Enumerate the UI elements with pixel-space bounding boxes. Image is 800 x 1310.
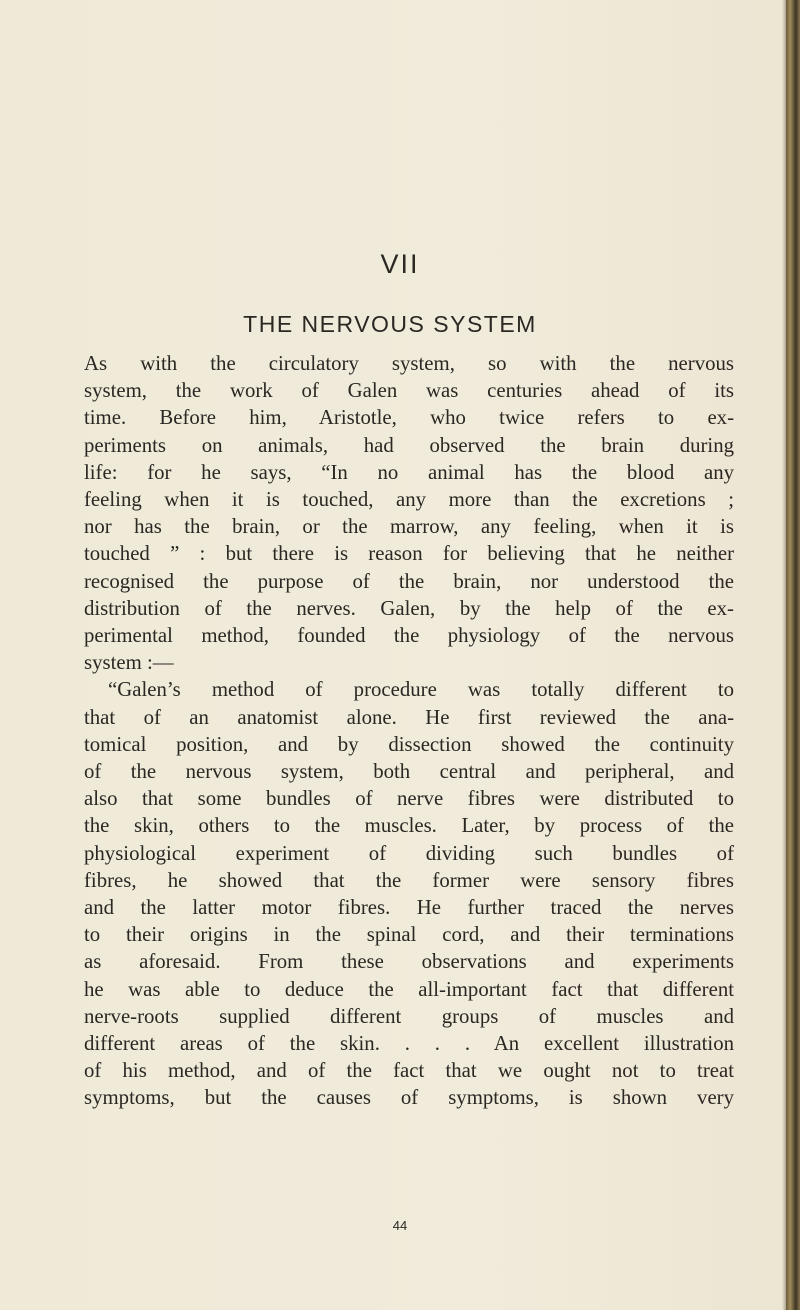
chapter-number: VII [380,249,420,279]
page-number: 44 [392,1218,408,1233]
text-line: physiological experiment of dividing such bundles of [84,841,734,865]
body-text [84,350,734,1112]
text-line: touched ” : but there is reason for believing that he neither [84,542,734,566]
paragraph-2 [84,676,734,1111]
text-line: he was able to deduce the all-important fact that different [84,977,734,1001]
text-line: also that some bundles of nerve fibres were distributed to [84,787,734,811]
text-line: As with the circulatory system, so with the nervous [84,352,734,375]
text-line: system, the work of Galen was centuries ahead of its [84,379,734,403]
text-line: fibres, he showed that the former were sensory fibres [84,868,734,892]
text-line: feeling when it is touched, any more than the excretions ; [84,488,734,512]
text-line: distribution of the nerves. Galen, by the help of the ex- [84,596,734,620]
text-line: time. Before him, Aristotle, who twice refers to ex- [84,406,734,430]
text-line: “Galen’s method of procedure was totally different to [108,678,734,702]
text-line: the skin, others to the muscles. Later, by process of the [84,814,734,838]
text-line: different areas of the skin. . . . An excellent illustration [84,1032,734,1056]
page-edge-binding [786,0,800,1310]
paragraph-1 [84,350,734,676]
text-line: nerve-roots supplied different groups of muscles and [84,1004,734,1028]
chapter-title: THE NERVOUS SYSTEM [243,311,537,337]
text-line: nor has the brain, or the marrow, any feeling, when it is [84,515,734,539]
text-line: tomical position, and by dissection showed the continuity [84,732,734,756]
text-line: of his method, and of the fact that we ought not to treat [84,1059,734,1083]
text-line: of the nervous system, both central and peripheral, and [84,760,734,784]
text-line: symptoms, but the causes of symptoms, is shown very [84,1086,734,1110]
text-line: and the latter motor fibres. He further traced the nerves [84,896,734,920]
text-line: system :— [84,651,174,675]
text-line: perimental method, founded the physiology of the nervous [84,624,734,648]
text-line: to their origins in the spinal cord, and their terminations [84,923,734,947]
text-line: periments on animals, had observed the brain during [84,433,734,457]
text-line: recognised the purpose of the brain, nor understood the [84,569,734,593]
text-line: life: for he says, “In no animal has the blood any [84,460,734,484]
text-line: that of an anatomist alone. He first reviewed the ana- [84,705,734,729]
text-line: as aforesaid. From these observations and experiments [84,950,734,974]
